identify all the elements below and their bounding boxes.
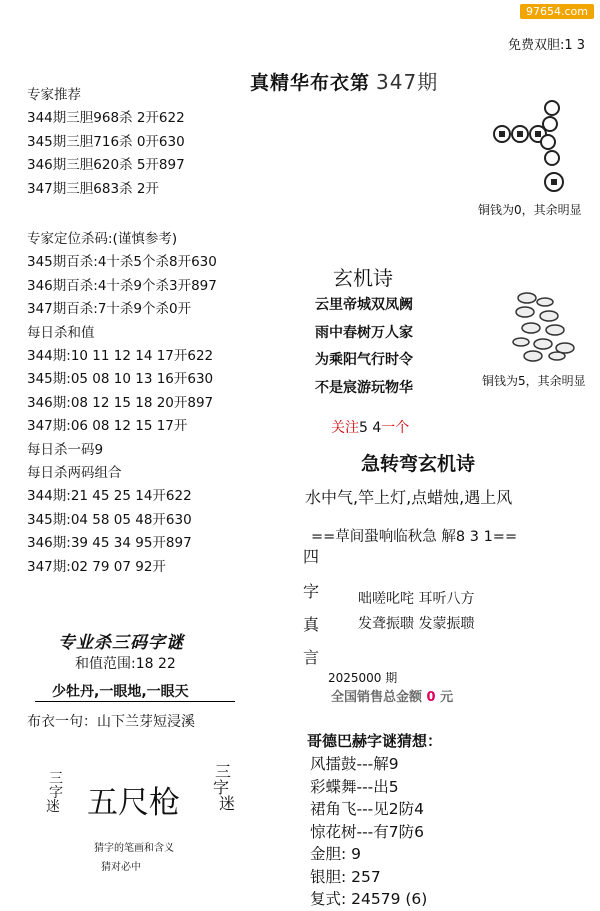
sum-heading: 每日杀和值	[27, 324, 95, 341]
coin-caption-1: 铜钱为0，其余明显	[478, 203, 582, 217]
sales-unit: 元	[440, 690, 454, 705]
sizi-line-2: 发聋振聩 发蒙振聩	[358, 616, 475, 632]
list-item: 银胆: 257	[310, 867, 381, 886]
two-code-heading: 每日杀两码组合	[27, 465, 122, 482]
riddle-note-2: 猜对必中	[101, 862, 141, 873]
list-item: 346期三胆620杀 5开897	[27, 157, 185, 174]
sales-text: 全国销售总金额	[331, 690, 423, 705]
sales-amount: 0	[426, 690, 436, 705]
focus-prefix: 关注	[331, 420, 359, 436]
list-item: 345期三胆716杀 0开630	[27, 133, 185, 150]
divider	[35, 701, 235, 702]
expert-heading: 专家推荐	[27, 87, 81, 103]
list-item: 346期:39 45 34 95开897	[27, 535, 192, 552]
list-item: 347期:06 08 12 15 17开	[27, 418, 188, 435]
coin-chain-icon	[490, 96, 580, 196]
sales-total	[331, 686, 453, 705]
grass-hint: ==草间蛩响临秋急 解8 3 1==	[311, 529, 518, 545]
vert-char: 三	[215, 762, 232, 781]
coin-caption-2: 铜钱为5，其余明显	[482, 374, 586, 388]
expert-block	[27, 84, 185, 201]
list-item: 346期百杀:4十杀9个杀3开897	[27, 277, 217, 294]
list-item: 344期:10 11 12 14 17开622	[27, 348, 214, 365]
page-title	[250, 66, 438, 95]
list-item: 惊花树---有7防6	[310, 822, 425, 841]
sizi-char: 四	[303, 547, 320, 566]
focus-suffix: 一个	[381, 420, 410, 436]
vert-char: 字	[213, 778, 230, 797]
list-item: 344期:21 45 25 14开622	[27, 488, 192, 505]
riddle-phrase: 少牡丹,一眼地,一眼天	[52, 684, 189, 700]
poem-line: 云里帝城双凤阙	[315, 297, 413, 313]
vert-char: 迷	[219, 794, 236, 813]
list-item: 345期百杀:4十杀5个杀8开630	[27, 254, 217, 271]
riddle-poem-title: 急转弯玄机诗	[361, 453, 476, 475]
riddle-note-1: 猜字的笔画和含义	[94, 843, 174, 854]
kill-block	[27, 228, 217, 579]
sizi-char: 真	[303, 615, 320, 634]
poem-line: 为乘阳气行时令	[315, 352, 413, 368]
list-item: 彩蝶舞---出5	[310, 777, 399, 796]
sizi-line-1: 咄嗟叱咤 耳听八方	[358, 591, 475, 607]
kill-heading: 专家定位杀码:(谨慎参考)	[27, 231, 178, 247]
poem-line: 雨中春树万人家	[315, 324, 413, 341]
goldbach-title: 哥德巴赫字谜猜想：	[307, 732, 443, 750]
poem-line: 不是宸游玩物华	[315, 379, 413, 396]
riddle-title: 专业杀三码字谜	[58, 633, 184, 653]
vert-char: 三	[49, 771, 63, 787]
focus-hint	[331, 417, 409, 437]
sizi-char: 字	[303, 582, 320, 601]
list-item: 复式: 24579 (6)	[310, 890, 428, 908]
poem-title: 玄机诗	[333, 266, 393, 290]
sum-range: 和值范围:18 22	[75, 656, 176, 672]
poem-lines	[315, 292, 413, 402]
focus-numbers: 5 4	[359, 420, 382, 436]
vert-char: 迷	[46, 799, 60, 815]
vertical-label-left	[45, 772, 63, 814]
list-item: 裙角飞---见2防4	[310, 800, 425, 818]
title-text: 真精华布衣第	[250, 72, 371, 94]
list-item: 347期三胆683杀 2开	[27, 180, 159, 197]
sales-issue: 2025000 期	[328, 671, 398, 685]
sizi-char: 言	[303, 648, 320, 667]
issue-number: 347期	[376, 70, 439, 94]
list-item: 344期三胆968杀 2开622	[27, 110, 185, 127]
one-code-heading: 每日杀一码9	[27, 441, 104, 458]
riddle-poem-line: 水中气,竿上灯,点蜡烛,遇上风	[305, 488, 513, 507]
goldbach-list	[310, 753, 427, 911]
list-item: 风擂鼓---解9	[310, 755, 399, 773]
list-item: 金胆: 9	[310, 845, 362, 863]
free-double-label: 免费双胆:1 3	[508, 38, 586, 53]
list-item: 346期:08 12 15 18 20开897	[27, 394, 214, 411]
list-item: 345期:04 58 05 48开630	[27, 511, 192, 528]
vertical-label-right	[211, 764, 235, 812]
riddle-word: 五尺枪	[87, 785, 180, 821]
vert-char: 字	[49, 785, 63, 801]
list-item: 345期:05 08 10 13 16开630	[27, 371, 214, 388]
list-item: 347期百杀:7十杀9个杀0开	[27, 301, 192, 318]
coin-stack-icon	[505, 290, 580, 362]
site-badge[interactable]: 97654.com	[520, 4, 594, 19]
buyi-line: 布衣一句：山下兰芽短浸溪	[27, 714, 195, 730]
list-item: 347期:02 79 07 92开	[27, 558, 166, 575]
